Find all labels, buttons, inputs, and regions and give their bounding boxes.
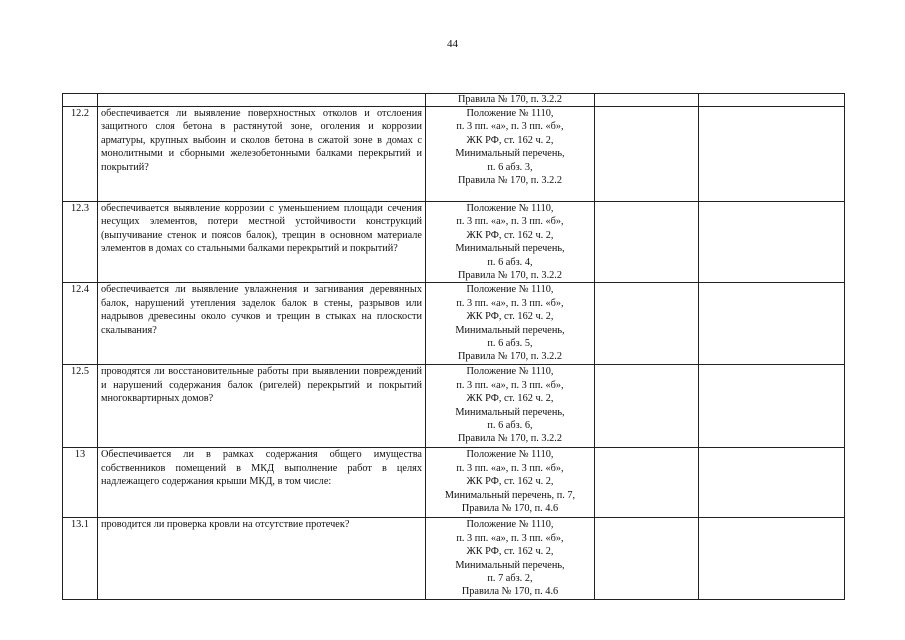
note-cell	[699, 94, 845, 107]
reference-cell	[426, 283, 595, 365]
reference-line: Положение № 1110,	[466, 284, 554, 296]
reference-cell	[426, 202, 595, 283]
answer-cell	[595, 448, 699, 518]
answer-cell	[595, 365, 699, 448]
reference-line: ЖК РФ, ст. 162 ч. 2,	[466, 229, 554, 241]
answer-cell	[595, 202, 699, 283]
reference-line: Минимальный перечень,	[455, 243, 565, 255]
reference-line: ЖК РФ, ст. 162 ч. 2,	[466, 393, 554, 405]
answer-cell	[595, 518, 699, 600]
reference-cell	[426, 365, 595, 448]
table-row	[63, 365, 845, 448]
reference-line: Правила № 170, п. 3.2.2	[457, 270, 563, 282]
reference-line: п. 3 пп. «а», п. 3 пп. «б»,	[456, 532, 564, 544]
reference-line: Минимальный перечень,	[455, 148, 565, 160]
num-cell	[63, 94, 98, 107]
item-number: 12.3	[63, 202, 98, 283]
reference-cell	[426, 518, 595, 600]
answer-cell	[595, 94, 699, 107]
reference-line: п. 3 пп. «а», п. 3 пп. «б»,	[456, 216, 564, 228]
note-cell	[699, 518, 845, 600]
reference-line: п. 3 пп. «а», п. 3 пп. «б»,	[456, 462, 564, 474]
requirement-cell	[98, 94, 426, 107]
reference-line: Положение № 1110,	[466, 203, 554, 214]
reference-cell	[426, 107, 595, 202]
item-number: 12.5	[63, 365, 98, 448]
requirement-text: проводится ли проверка кровли на отсутствие протечек?	[98, 518, 426, 600]
reference-line: п. 3 пп. «а», п. 3 пп. «б»,	[456, 297, 564, 309]
note-cell	[699, 448, 845, 518]
reference-cell	[426, 448, 595, 518]
note-cell	[699, 202, 845, 283]
reference-line: ЖК РФ, ст. 162 ч. 2,	[466, 311, 554, 323]
table-row	[63, 202, 845, 283]
reference-line: ЖК РФ, ст. 162 ч. 2,	[466, 134, 554, 146]
reference-line: Правила № 170, п. 4.6	[461, 586, 559, 598]
reference-cell	[426, 94, 595, 107]
item-number: 13	[63, 448, 98, 518]
requirement-text: обеспечивается выявление коррозии с уменьшением площади сечения несущих элементов, потери местной устойчивости конструкций (выпучивание стенок и поясов балок), трещин в основном материале элементов в домах со стальными балками перекрытий и покрытий?	[98, 202, 426, 283]
reference-line: Правила № 170, п. 3.2.2	[457, 94, 563, 105]
reference-line: п. 6 абз. 3,	[487, 161, 533, 173]
page-number: 44	[447, 38, 458, 50]
answer-cell	[595, 107, 699, 202]
reference-line: Минимальный перечень,	[455, 559, 565, 571]
reference-line: ЖК РФ, ст. 162 ч. 2,	[466, 476, 554, 488]
reference-line: п. 6 абз. 5,	[487, 338, 533, 350]
reference-line: п. 3 пп. «а», п. 3 пп. «б»,	[456, 121, 564, 133]
reference-line: Положение № 1110,	[466, 108, 554, 119]
reference-line: Минимальный перечень, п. 7,	[444, 489, 576, 501]
table-row-continuation	[63, 94, 845, 107]
reference-line: Минимальный перечень,	[455, 324, 565, 336]
reference-line: Правила № 170, п. 3.2.2	[457, 175, 563, 187]
reference-line: Положение № 1110,	[466, 449, 554, 461]
item-number: 13.1	[63, 518, 98, 600]
item-number: 12.2	[63, 107, 98, 202]
reference-line: Минимальный перечень,	[455, 406, 565, 418]
requirement-text: проводятся ли восстановительные работы при выявлении повреждений и нарушений содержания балок (ригелей) перекрытий и покрытий многоквартирных домов?	[98, 365, 426, 448]
item-number: 12.4	[63, 283, 98, 365]
table-row	[63, 283, 845, 365]
reference-line: Правила № 170, п. 3.2.2	[457, 351, 563, 363]
table-row	[63, 448, 845, 518]
answer-cell	[595, 283, 699, 365]
reference-line: Положение № 1110,	[466, 519, 554, 531]
table-row	[63, 107, 845, 202]
reference-line: Положение № 1110,	[466, 366, 554, 378]
checklist-table	[62, 93, 845, 600]
requirement-text: обеспечивается ли выявление увлажнения и загнивания деревянных балок, нарушений утепления заделок балок в стены, разрывов или надрывов древесины около сучков и трещин в стыках на плоскости скалывания?	[98, 283, 426, 365]
requirement-text: обеспечивается ли выявление поверхностных отколов и отслоения защитного слоя бетона в растянутой зоне, оголения и коррозии арматуры, крупных выбоин и сколов бетона в сжатой зоне в домах с монолитными и сборными железобетонными балками перекрытий и покрытий?	[98, 107, 426, 202]
requirement-text: Обеспечивается ли в рамках содержания общего имущества собственников помещений в МКД выполнение работ в целях надлежащего содержания крыши МКД, в том числе:	[98, 448, 426, 518]
reference-line: Правила № 170, п. 3.2.2	[457, 433, 563, 445]
reference-line: п. 6 абз. 4,	[487, 256, 533, 268]
table-row	[63, 518, 845, 600]
note-cell	[699, 283, 845, 365]
note-cell	[699, 107, 845, 202]
reference-line: п. 3 пп. «а», п. 3 пп. «б»,	[456, 379, 564, 391]
reference-line: Правила № 170, п. 4.6	[461, 503, 559, 515]
reference-line: ЖК РФ, ст. 162 ч. 2,	[466, 546, 554, 558]
reference-line: п. 6 абз. 6,	[487, 420, 533, 432]
reference-line: п. 7 абз. 2,	[487, 573, 533, 585]
note-cell	[699, 365, 845, 448]
